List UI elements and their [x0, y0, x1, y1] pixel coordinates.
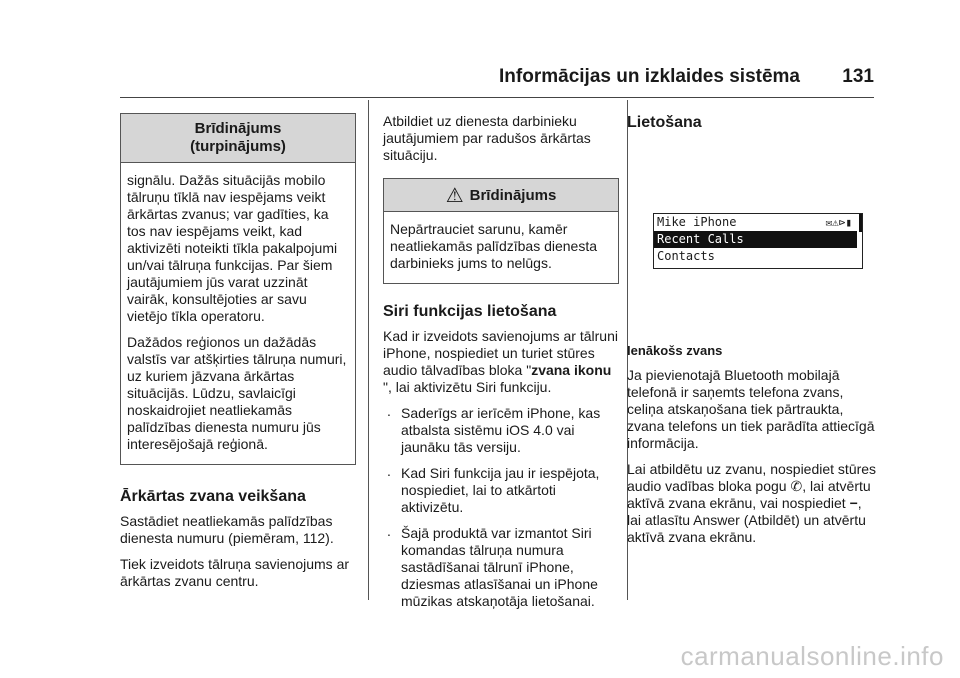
menu-item-contacts[interactable]: Contacts [657, 249, 715, 263]
header-rule [120, 97, 874, 98]
warning-body [384, 212, 618, 283]
emergency-call-heading: Ārkārtas zvana veikšana [120, 488, 306, 505]
phone-icon: ✆ [790, 478, 803, 494]
status-icons: ✉⚠⊳▮ [825, 216, 852, 229]
column-1 [120, 113, 356, 599]
bullet-list [383, 405, 619, 610]
minus-icon: − [849, 495, 858, 511]
column-3 [627, 113, 877, 133]
scrollbar [859, 214, 862, 232]
incoming-call-heading: Ienākošs zvans [627, 343, 723, 358]
watermark: carmanualsonline.info [680, 641, 944, 671]
warning-paragraph: Dažādos reģionos un dažādās valstīs var atšķirties tālruņa numuri, uz kuriem jāzvana ārkārtas situācijās. Lūdzu, savlaicīgi noskaidrojiet neatliekamās palīdzības dienesta numuru jūs interesējošajā reģionā. [127, 334, 347, 452]
warning-paragraph: signālu. Dažās situācijās mobilo tālruņu tīklā nav iespējams veikt ārkārtas zvanus; var gadīties, ka tos nav iespējams veikt, kad aktivizēti noteikti tīkla pakalpojumi un/vai tālruņa funkcijas. Par šiem jautājumiem jūs varat uzzināt vairāk, konsultējoties ar savu vietējo tīkla operatoru. [127, 172, 338, 324]
text-span: ", lai aktivizētu Siri funkciju. [383, 379, 552, 395]
warning-box [383, 178, 619, 284]
section-title: Informācijas un izklaides sistēma [499, 66, 800, 87]
paragraph [627, 461, 877, 546]
warning-title: Brīdinājums [469, 187, 557, 204]
warning-box-continued [120, 113, 356, 465]
list-item: . Šajā produktā var izmantot Siri komandas tālruņa numura sastādīšanai tālrunī iPhone, dziesmas atlasīšanai un iPhone mūzikas atskaņotāja lietošanai. [383, 525, 619, 610]
list-item: . Saderīgs ar ierīcēm iPhone, kas atbalsta sistēmu iOS 4.0 vai jaunāku tās versiju. [383, 405, 619, 456]
phone-menu-screen [653, 213, 863, 269]
list-item: . Kad Siri funkcija jau ir iespējota, nospiediet, lai to atkārtoti aktivizētu. [383, 465, 619, 516]
screen-title: Mike iPhone [657, 215, 737, 229]
page-number: 131 [842, 66, 874, 87]
screen-title-row [654, 214, 862, 231]
warning-heading [121, 114, 355, 163]
column-2 [383, 113, 619, 619]
siri-heading: Siri funkcijas lietošana [383, 303, 557, 320]
text-span: Kad ir izveidots savienojums ar tālruni iPhone, nospiediet un turiet stūres audio tālvadības bloka " [383, 328, 618, 378]
paragraph: Atbildiet uz dienesta darbinieku jautājumiem par radušos ārkārtas situāciju. [383, 113, 591, 163]
bold-term: zvana ikonu [531, 362, 612, 378]
text-span: , lai atlasītu Answer (Atbildēt) un atvērtu aktīvā zvana ekrānu. [627, 495, 866, 545]
column-divider [368, 100, 369, 600]
paragraph: Sastādiet neatliekamās palīdzības dienesta numuru (piemēram, 112). [120, 513, 334, 546]
paragraph [383, 328, 619, 396]
column-3-lower [627, 342, 877, 555]
paragraph: Ja pievienotajā Bluetooth mobilajā telefonā ir saņemts telefona zvans, celiņa atskaņošana tiek pārtraukta, zvana telefons un tiek parādīta attiecīgā informācija. [627, 367, 875, 451]
warning-paragraph: Nepārtrauciet sarunu, kamēr neatliekamās palīdzības dienesta darbinieks jums to nelūgs. [390, 221, 598, 271]
warning-icon: ⚠ [445, 185, 464, 207]
operation-heading: Lietošana [627, 114, 702, 131]
warning-heading [384, 179, 618, 212]
warning-subtitle: (turpinājums) [190, 138, 286, 155]
text-span: Lai atbildētu uz zvanu, nospiediet stūres audio vadības bloka pogu [627, 461, 877, 494]
paragraph: Tiek izveidots tālruņa savienojums ar ārkārtas zvanu centru. [120, 556, 350, 589]
menu-item-recent-calls[interactable]: Recent Calls [654, 231, 857, 248]
warning-body [121, 163, 355, 464]
text-span: , lai atvērtu aktīvā zvana ekrānu, vai nospiediet [627, 478, 871, 511]
warning-title: Brīdinājums [194, 120, 282, 137]
